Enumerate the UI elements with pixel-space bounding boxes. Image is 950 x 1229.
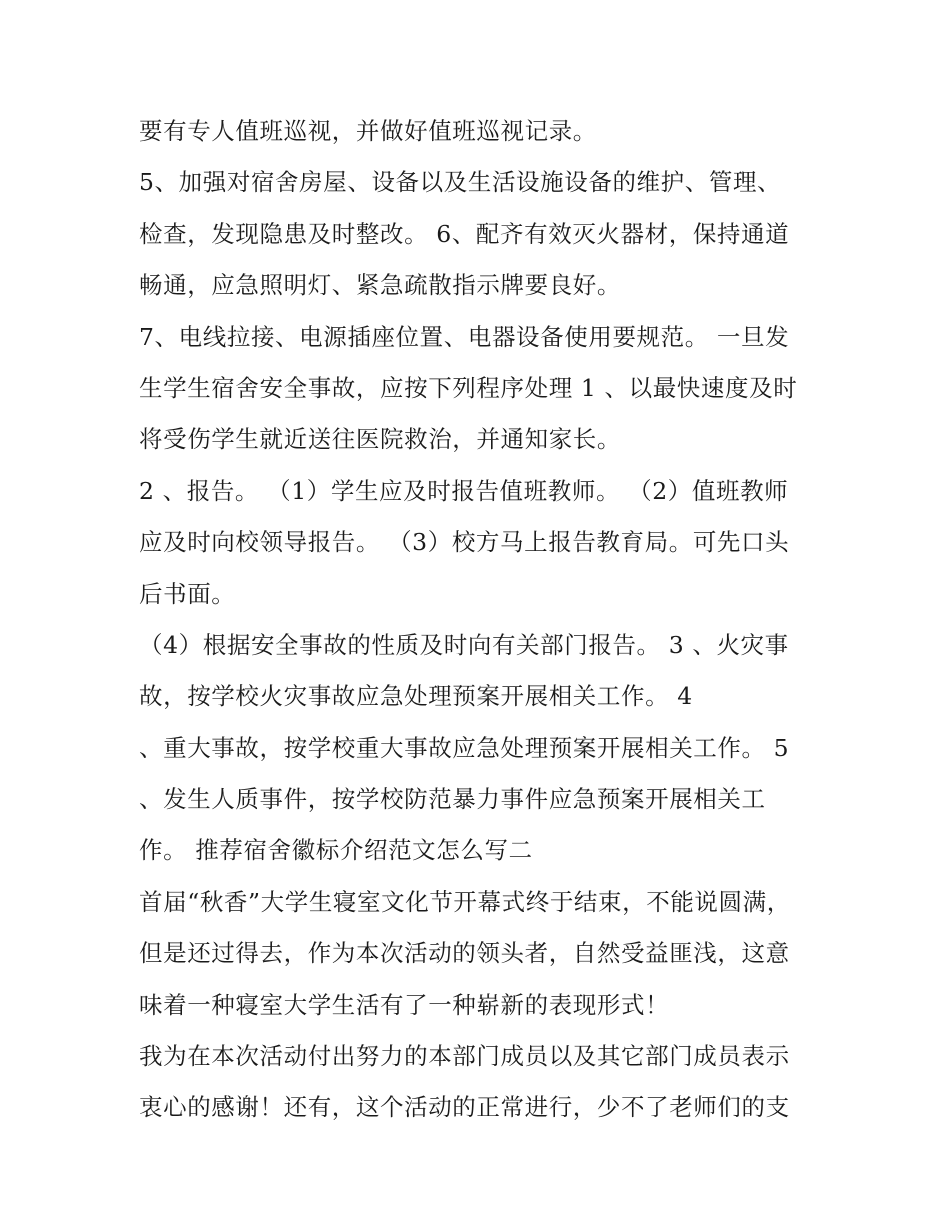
text-line: 作。 推荐宿舍徽标介绍范文怎么写二	[139, 836, 533, 865]
text-line: 衷心的感谢！还有，这个活动的正常进行，少不了老师们的支	[139, 1093, 790, 1122]
text-line: 我为在本次活动付出努力的本部门成员以及其它部门成员表示	[139, 1042, 790, 1071]
text-line: 畅通，应急照明灯、紧急疏散指示牌要良好。	[139, 271, 621, 300]
text-line: 后书面。	[139, 579, 236, 608]
text-line: 生学生宿舍安全事故，应按下列程序处理 1 、以最快速度及时	[139, 373, 798, 402]
text-line: 检查，发现隐患及时整改。 6、配齐有效灭火器材，保持通道	[139, 219, 790, 248]
text-line: 、重大事故，按学校重大事故应急处理预案开展相关工作。 5	[139, 733, 790, 762]
text-line: 要有专人值班巡视，并做好值班巡视记录。	[139, 117, 597, 145]
text-line: 2 、报告。 （1）学生应及时报告值班教师。 （2）值班教师	[139, 476, 789, 505]
text-line: 将受伤学生就近送往医院救治，并通知家长。	[139, 425, 621, 454]
text-line: 故，按学校火灾事故应急处理预案开展相关工作。 4	[139, 682, 693, 711]
text-line: 、发生人质事件，按学校防范暴力事件应急预案开展相关工	[139, 785, 766, 814]
text-line: 首届“秋香”大学生寝室文化节开幕式终于结束，不能说圆满，	[139, 887, 791, 916]
text-line: 5、加强对宿舍房屋、设备以及生活设施设备的维护、管理、	[139, 168, 782, 197]
document-body	[139, 106, 829, 1134]
text-line: （4）根据安全事故的性质及时向有关部门报告。 3 、火灾事	[139, 630, 789, 659]
text-line: 7、电线拉接、电源插座位置、电器设备使用要规范。 一旦发	[139, 322, 790, 351]
text-line: 应及时向校领导报告。 （3）校方马上报告教育局。可先口头	[139, 528, 790, 557]
text-line: 但是还过得去，作为本次活动的领头者，自然受益匪浅，这意	[139, 939, 790, 968]
text-line: 味着一种寝室大学生活有了一种崭新的表现形式！	[139, 990, 670, 1019]
